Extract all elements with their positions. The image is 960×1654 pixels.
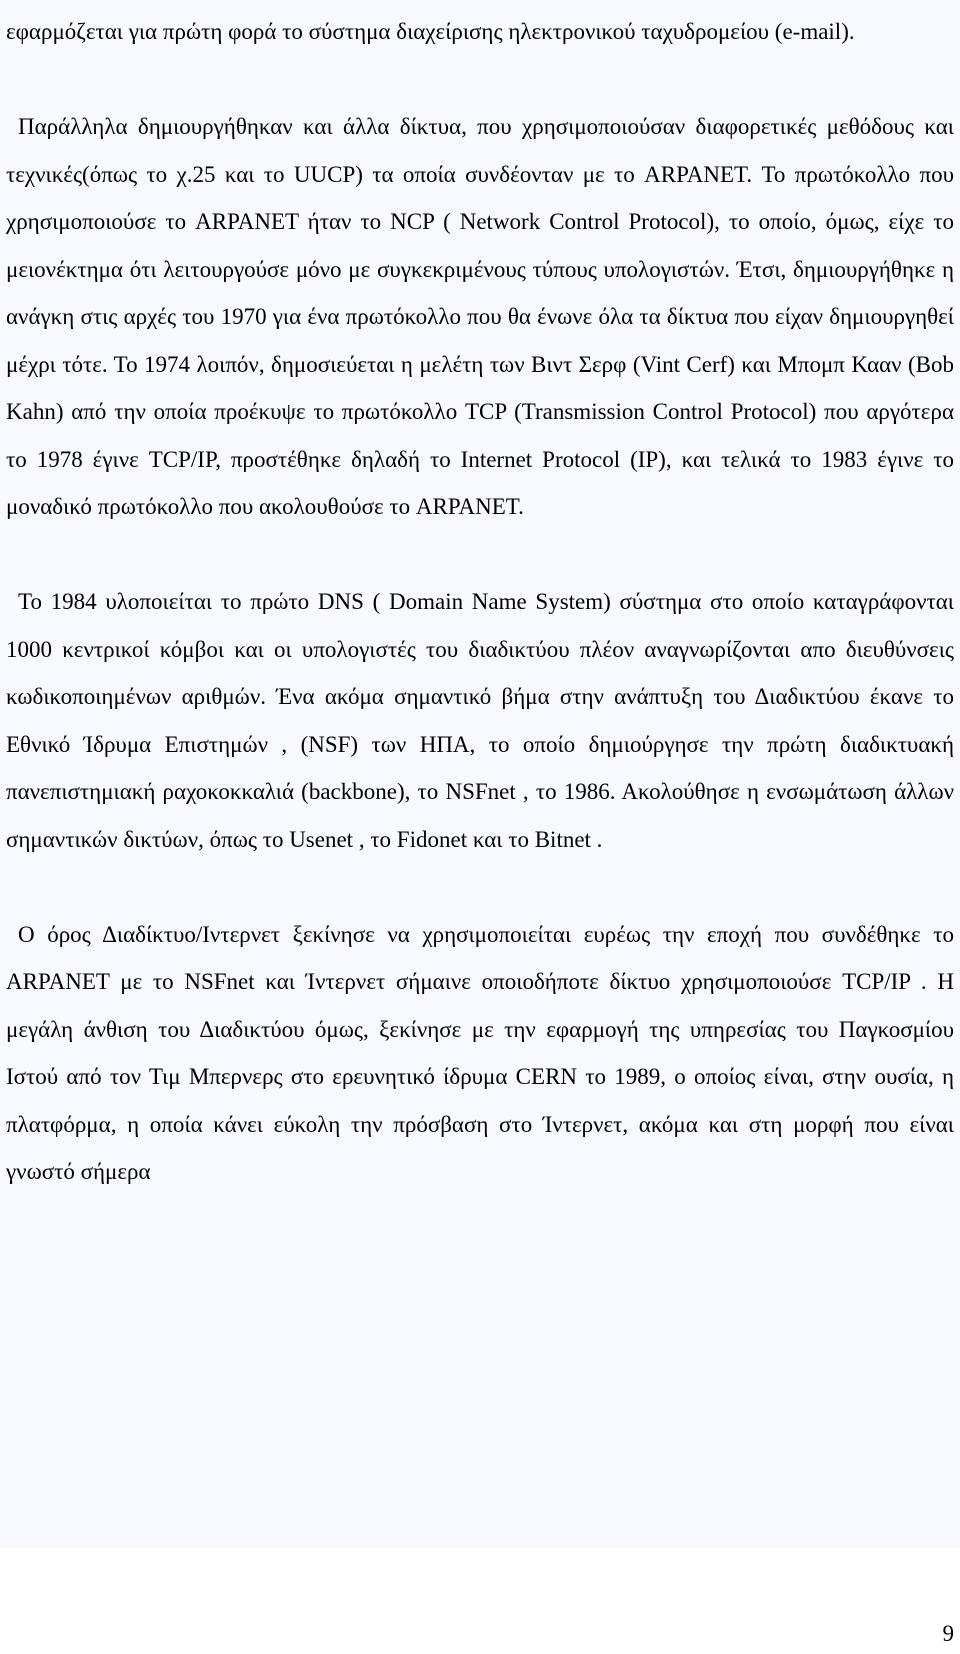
paragraph-protocols: Παράλληλα δημιουργήθηκαν και άλλα δίκτυα, που χρησιμοποιούσαν διαφορετικές μεθόδους και τεχνικές(όπως το χ.25 και το UUCP) τα οποία συνδέονταν με το ARPANET. Το πρωτόκολλο που χρησιμοποιούσε το ARPANET ήταν το NCP ( Network Control Protocol), το οποίο, όμως, είχε το μειονέκτημα ότι λειτουργούσε μόνο με συγκεκριμένους τύπους υπολογιστών. Έτσι, δημιουργήθηκε η ανάγκη στις αρχές του 1970 για ένα πρωτόκολλο που θα ένωνε όλα τα δίκτυα που είχαν δημιουργηθεί μέχρι τότε. Το 1974 λοιπόν, δημοσιεύεται η μελέτη των Βιντ Σερφ (Vint Cerf) και Μπομπ Κααν (Bob Kahn) από την οποία προέκυψε το πρωτόκολλο TCP (Transmission Control Protocol) που αργότερα το 1978 έγινε TCP/IP, προστέθηκε δηλαδή το Internet Protocol (IP), και τελικά το 1983 έγινε το μοναδικό πρωτόκολλο που ακολουθούσε το ARPANET. <box>6 114 954 519</box>
page-number: 9 <box>942 1621 954 1646</box>
paragraph-internet-term: Ο όρος Διαδίκτυο/Ιντερνετ ξεκίνησε να χρησιμοποιείται ευρέως την εποχή που συνδέθηκε το ARPANET με το NSFnet και Ίντερνετ σήμαινε οποιοδήποτε δίκτυο χρησιμοποιούσε TCP/IP . Η μεγάλη άνθιση του Διαδικτύου όμως, ξεκίνησε με την εφαρμογή της υπηρεσίας του Παγκοσμίου Ιστού από τον Τιμ Μπερνερς στο ερευνητικό ίδρυμα CERN το 1989, ο οποίος είναι, στην ουσία, η πλατφόρμα, η οποία κάνει εύκολη την πρόσβαση στο Ίντερνετ, ακόμα και στη μορφή που είναι γνωστό σήμερα <box>6 921 954 1184</box>
paragraph-spacer <box>6 863 954 911</box>
paragraph-email: εφαρμόζεται για πρώτη φορά το σύστημα διαχείρισης ηλεκτρονικού ταχυδρομείου (e-mail). <box>6 19 855 44</box>
paragraph-spacer <box>6 531 954 579</box>
paragraph-spacer <box>6 56 954 104</box>
document-body <box>6 8 954 1196</box>
paragraph-dns: Το 1984 υλοποιείται το πρώτο DNS ( Domain Name System) σύστημα στο οποίο καταγράφονται 1000 κεντρικοί κόμβοι και οι υπολογιστές του διαδικτύου πλέον αναγνωρίζονται απο διευθύνσεις κωδικοποιημένων αριθμών. Ένα ακόμα σημαντικό βήμα στην ανάπτυξη του Διαδικτύου έκανε το Εθνικό Ίδρυμα Επιστημών , (NSF) των ΗΠΑ, το οποίο δημιούργησε την πρώτη διαδικτυακή πανεπιστημιακή ραχοκοκκαλιά (backbone), το NSFnet , το 1986. Ακολούθησε η ενσωμάτωση άλλων σημαντικών δικτύων, όπως το Usenet , το Fidonet και το Bitnet . <box>6 589 954 852</box>
